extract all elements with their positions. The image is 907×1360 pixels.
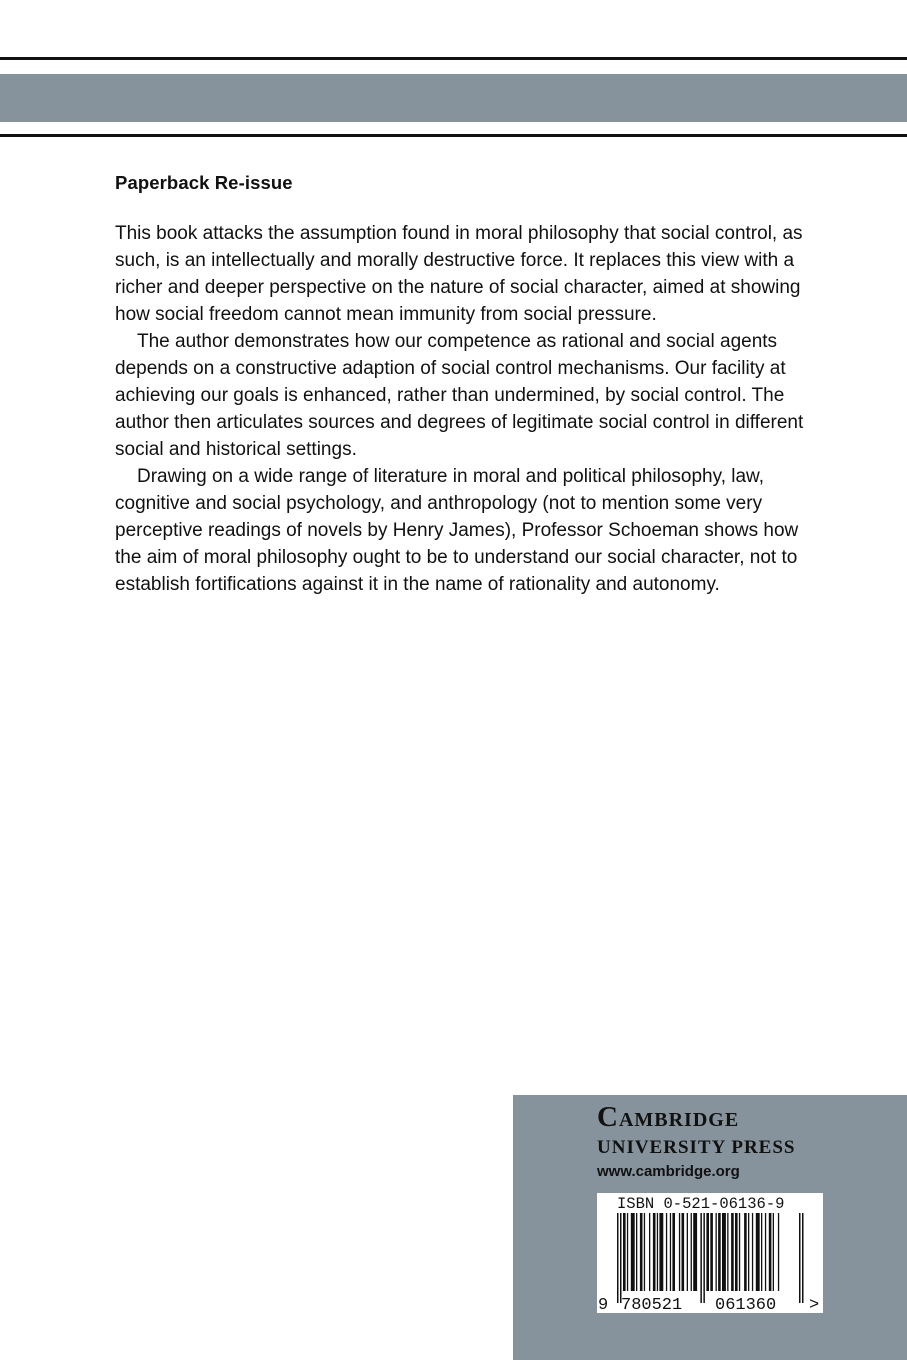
barcode-bar	[752, 1213, 753, 1291]
barcode-bar	[672, 1213, 675, 1291]
publisher-box	[513, 1095, 907, 1360]
barcode-bar	[659, 1213, 663, 1291]
barcode-bar	[653, 1213, 656, 1291]
barcode-bar	[765, 1213, 766, 1291]
barcode-bar	[727, 1213, 728, 1291]
ean-first-digit: 9	[598, 1296, 609, 1313]
publisher-url[interactable]: www.cambridge.org	[597, 1163, 740, 1180]
barcode-bar	[617, 1213, 619, 1303]
barcode-bar	[706, 1213, 709, 1291]
barcode-bar	[739, 1213, 740, 1291]
publisher-name: Cambridge	[597, 1101, 740, 1133]
barcode-bar	[631, 1213, 635, 1291]
blurb-text	[115, 220, 815, 598]
barcode-box	[597, 1193, 823, 1313]
barcode-bar	[666, 1213, 667, 1291]
barcode-bar	[748, 1213, 749, 1291]
ean-right-group: 061360	[715, 1296, 777, 1313]
barcode-bar	[769, 1213, 772, 1291]
barcode-bar	[693, 1213, 697, 1291]
blurb-paragraph-2: The author demonstrates how our competence as rational and social agents depends on a constructive adaption of social control mechanisms. Our facility at achieving our goals is enhanced, rather than undermined, by social control. The author then articulates sources and degrees of legitimate social control in different social and historical settings.	[115, 331, 804, 460]
barcode-bar	[679, 1213, 680, 1291]
barcode-bar	[761, 1213, 762, 1291]
barcode-bar	[640, 1213, 643, 1291]
barcode-bar	[735, 1213, 738, 1291]
barcode-bar	[636, 1213, 637, 1291]
barcode-bar	[778, 1213, 779, 1291]
blurb-paragraph-3: Drawing on a wide range of literature in moral and political philosophy, law, cognitive and social psychology, and anthropology (not to mention some very perceptive readings of novels by Henry James), Professor Schoeman shows how the aim of moral philosophy ought to be to understand our social character, not to establish fortifications against it in the name of rationality and autonomy.	[115, 466, 799, 595]
header-band	[0, 74, 907, 122]
barcode-bar	[700, 1213, 702, 1303]
blurb-paragraph-1: This book attacks the assumption found in moral philosophy that social control, as such, is an intellectually and morally destructive force. It replaces this view with a richer and deeper perspective on the nature of social character, aimed at showing how social freedom cannot mean immunity from social pressure.	[115, 223, 803, 325]
barcode-bar	[620, 1213, 622, 1303]
barcode-bar	[722, 1213, 726, 1291]
isbn-label: ISBN 0-521-06136-9	[617, 1195, 785, 1213]
barcode-bar	[802, 1213, 804, 1303]
barcode-bar	[670, 1213, 671, 1291]
publisher-press: UNIVERSITY PRESS	[597, 1137, 796, 1158]
barcode-bar	[799, 1213, 801, 1303]
barcode-bar	[644, 1213, 645, 1291]
barcode-bar	[687, 1213, 688, 1291]
barcode-bar	[710, 1213, 713, 1291]
top-rule	[0, 57, 907, 60]
barcode-bar	[657, 1213, 658, 1291]
reissue-heading: Paperback Re-issue	[115, 172, 293, 193]
barcode-bar	[623, 1213, 626, 1291]
barcode-bar	[691, 1213, 692, 1291]
barcode-icon	[597, 1213, 823, 1313]
barcode-bar	[718, 1213, 721, 1291]
barcode-bar	[756, 1213, 760, 1291]
barcode-bar	[649, 1213, 650, 1291]
ean-left-group: 780521	[621, 1296, 683, 1313]
barcode-bar	[716, 1213, 717, 1291]
bottom-rule	[0, 134, 907, 137]
barcode-bar	[703, 1213, 705, 1303]
barcode-bar	[731, 1213, 734, 1291]
barcode-bar	[682, 1213, 685, 1291]
barcode-bar	[744, 1213, 747, 1291]
barcode-bar	[773, 1213, 774, 1291]
barcode-bar	[627, 1213, 628, 1291]
ean-end-marker: >	[809, 1296, 820, 1313]
